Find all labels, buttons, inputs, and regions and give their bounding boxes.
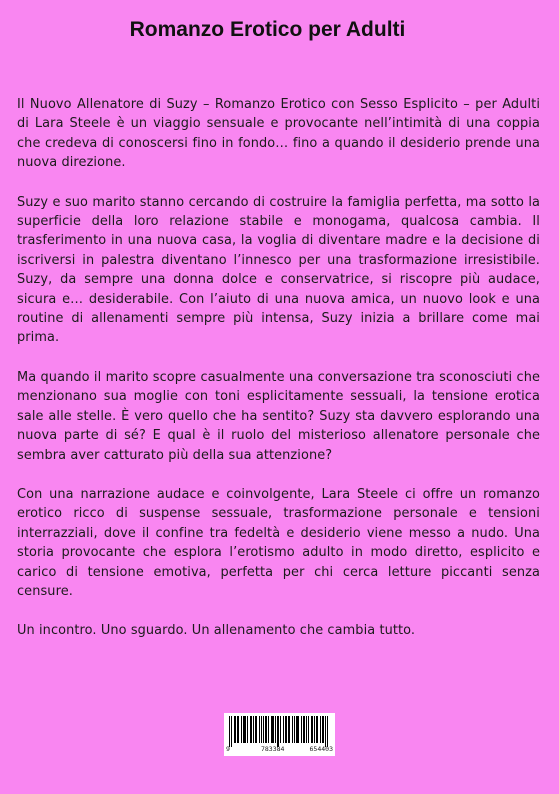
barcode-bar [243,716,244,743]
barcode-bar [277,716,278,747]
barcode-bar [268,716,269,743]
blurb-paragraph: Il Nuovo Allenatore di Suzy – Romanzo Erotico con Sesso Esplicito – per Adulti di Lara Steele è un viaggio sensuale e provocante nell’intimità di una coppia che credeva di conoscersi fino in fondo… fino a quando il desiderio prende una nuova direzione. [17,97,540,171]
barcode-bar [303,716,304,743]
barcode-bar [298,716,299,743]
blurb-paragraph: Ma quando il marito scopre casualmente una conversazione tra sconosciuti che menzionano sua moglie con toni esplicitamente sessuali, la tensione erotica sale alle stelle. È vero quello che ha sentito? Suzy sta davvero esplorando una nuova parte di sé? E qual è il ruolo del misterioso allenatore personale che sembra aver catturato più della sua attenzione? [17,369,540,463]
barcode-bar [235,716,236,743]
page-title: Romanzo Erotico per Adulti [129,18,406,41]
barcode-bar [259,716,260,743]
barcode-bar [283,716,284,743]
barcode-bar [286,716,287,743]
barcode-bar [244,716,245,743]
barcode-bar [288,716,289,743]
barcode-bar [261,716,262,743]
barcode-bar [308,716,309,743]
barcode-bars [224,713,335,747]
barcode-bar [272,716,273,743]
barcode-bar [247,716,248,743]
barcode-bar [263,716,264,743]
barcode-bar [323,716,324,743]
barcode-bar [325,716,326,747]
barcode-bar [322,716,323,743]
barcode-bar [301,716,302,743]
blurb-paragraph: Suzy e suo marito stanno cercando di costruire la famiglia perfetta, ma sotto la superficie della loro relazione stabile e monogama, qualcosa cambia. Il trasferimento in una nuova casa, la voglia di diventare madre e la decisione di iscriversi in palestra diventano l’innesco per una trasformazione irresistibile. Suzy, da sempre una donna dolce e conservatrice, si riscopre più audace, sicura e… desiderabile. Con l’aiuto di una nuova amica, un nuovo look e una routine di allenamenti sempre più intensa, Suzy inizia a brillare come mai prima. [17,194,540,346]
barcode-bar [292,716,293,743]
barcode-bar [304,716,305,743]
barcode-bar [265,716,266,743]
barcode-bar [278,716,279,747]
barcode-bar [297,716,298,743]
barcode-bar [245,716,246,743]
blurb-paragraph: Con una narrazione audace e coinvolgente, Lara Steele ci offre un romanzo erotico ricco di suspense sessuale, trasformazione personale e tensioni interrazziali, dove il confine tra fedeltà e desiderio viene messo a nudo. Una storia provocante che esplora l’erotismo adulto in modo diretto, esplicito e carico di tensione emotiva, perfetta per chi cerca letture piccanti senza censure. [17,486,540,599]
barcode-bar [231,716,232,747]
barcode-bar [253,716,254,743]
tagline: Un incontro. Uno sguardo. Un allenamento che cambia tutto. [17,623,416,639]
barcode-bar [238,716,239,743]
barcode-bar [320,716,321,743]
barcode-bar [327,716,328,747]
barcode-bar [241,716,242,743]
barcode-bar [285,716,286,743]
barcode-bar [271,716,272,743]
barcode-bar [289,716,290,743]
isbn-barcode [224,713,335,756]
barcode-bar [251,716,252,743]
barcode-bar [312,716,313,743]
barcode-bar [273,716,274,743]
barcode-bar [317,716,318,743]
barcode-bar [229,716,230,747]
barcode-bar [275,716,276,743]
barcode-bar [234,716,235,743]
barcode-digits [226,745,333,754]
barcode-bar [306,716,307,743]
blurb [17,95,540,661]
barcode-bar [294,716,295,743]
barcode-digit-first: 9 [226,745,230,753]
barcode-bar [237,716,238,743]
barcode-bar [311,716,312,743]
barcode-bar [266,716,267,743]
barcode-bar [255,716,256,743]
barcode-bar [256,716,257,743]
barcode-digits-right: 654403 [309,745,333,753]
barcode-digits-left: 783384 [260,745,285,753]
barcode-bar [280,716,281,743]
barcode-bar [316,716,317,743]
barcode-bar [296,716,297,743]
barcode-bar [250,716,251,743]
barcode-bar [314,716,315,743]
